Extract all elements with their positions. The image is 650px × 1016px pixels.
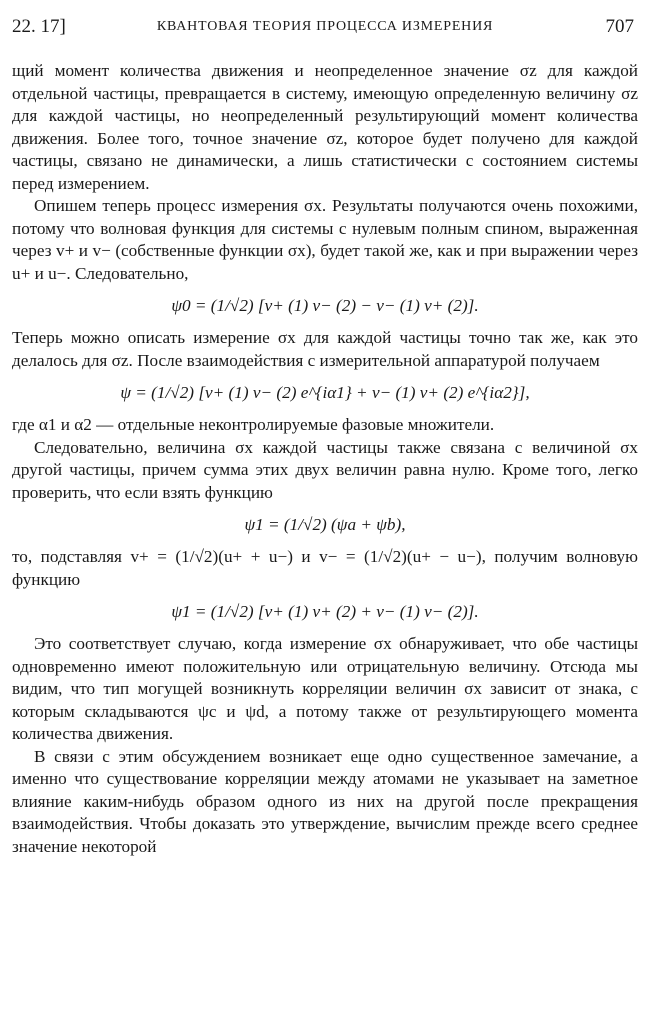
section-number: 22. 17] [12, 16, 66, 37]
paragraph-7: Это соответствует случаю, когда измерение σx обнаруживает, что обе частицы одновременно имеют положительную или отрицательную величину. Отсюда мы видим, что тип могущей возникнуть корреляции величин σx зависит от знака, с которым складываются ψc и ψd, а потому также от результирующего момента количества движения. [12, 634, 638, 743]
paragraph-2: Опишем теперь процесс измерения σx. Результаты получаются очень похожими, потому что волновая функция для системы с нулевым полным спином, выраженная через v+ и v− (собственные функции σx), будет такой же, как и при выражении через u+ и u−. Следовательно, [12, 196, 638, 283]
equation-3: ψ1 = (1/√2) (ψa + ψb), [244, 515, 406, 534]
equation-4: ψ1 = (1/√2) [v+ (1) v+ (2) + v− (1) v− (2)]. [171, 602, 479, 621]
page-number: 707 [605, 16, 634, 37]
paragraph-8: В связи с этим обсуждением возникает еще одно существенное замечание, а именно что существование корреляции между атомами не указывает на заметное влияние каким-нибудь образом одного из них на другой после прекращения взаимодействия. Чтобы доказать это утверждение, вычислим прежде всего среднее значение некоторой [12, 746, 638, 856]
paragraph-5: Следовательно, величина σx каждой частицы также связана с величиной σx другой частицы, причем сумма этих двух величин равна нулю. Кроме того, легко проверить, что если взять функцию [12, 437, 638, 502]
paragraph-3: Теперь можно описать измерение σx для каждой частицы точно так же, как это делалось для σz. После взаимодействия с измерительной аппаратурой получаем [12, 328, 638, 370]
running-title: КВАНТОВАЯ ТЕОРИЯ ПРОЦЕССА ИЗМЕРЕНИЯ [156, 19, 494, 34]
paragraph-4: где α1 и α2 — отдельные неконтролируемые фазовые множители. [12, 415, 495, 434]
equation-2: ψ = (1/√2) [v+ (1) v− (2) e^{iα1} + v− (1) v+ (2) e^{iα2}], [120, 383, 530, 402]
equation-1: ψ0 = (1/√2) [v+ (1) v− (2) − v− (1) v+ (2)]. [171, 296, 479, 315]
page-header [12, 16, 638, 42]
body-text [12, 60, 638, 858]
paragraph-6: то, подставляя v+ = (1/√2)(u+ + u−) и v− = (1/√2)(u+ − u−), получим волновую функцию [12, 547, 638, 589]
paragraph-1: щий момент количества движения и неопределенное значение σz для каждой отдельной частицы, превращается в систему, имеющую определенную величину σz для каждой частицы, но неопределенный результирующий момент количества движения. Более того, точное значение σz, которое будет получено для каждой частицы, связано не динамически, а лишь статистически с состоянием системы перед измерением. [12, 61, 638, 193]
